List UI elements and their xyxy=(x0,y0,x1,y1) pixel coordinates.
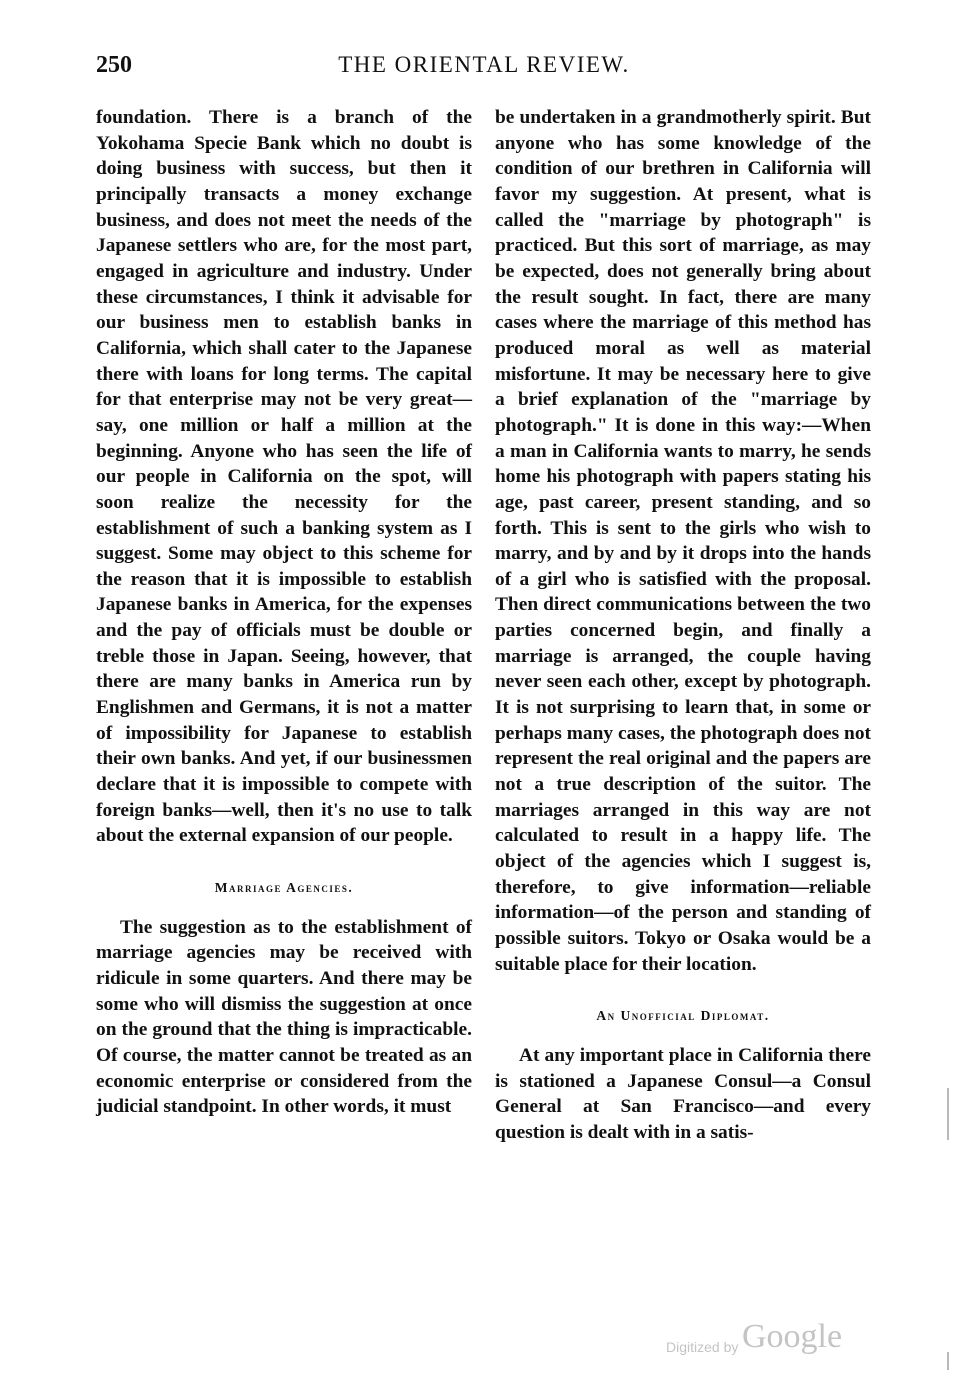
left-column xyxy=(96,105,472,1120)
unofficial-diplomat-paragraph: At any important place in California there is stationed a Japanese Consul—a Consul General at San Francisco—and every question is dealt with in a satis- xyxy=(495,1044,871,1143)
section-heading-marriage-agencies: Marriage Agencies. xyxy=(214,880,354,896)
right-column xyxy=(495,105,871,1146)
marriage-agencies-paragraph: The suggestion as to the establishment of marriage agencies may be received with ridicule in some quarters. And there may be some who will dismiss the suggestion at once on the ground that the thing is impracticable. Of course, the matter cannot be treated as an economic enterprise or considered from the judicial standpoint. In other words, it must xyxy=(96,916,472,1118)
running-title: THE ORIENTAL REVIEW. xyxy=(338,52,630,77)
right-paragraph-continued: be undertaken in a grandmotherly spirit. But anyone who has some knowledge of the condition of our brethren in California will favor my suggestion. At present, what is called the "marriage by photograph" is practiced. But this sort of marriage, as may be expected, does not generally bring about the result sought. In fact, there are many cases where the marriage of this method has produced moral as well as material misfortune. It may be necessary here to give a brief explanation of the "marriage by photograph." It is done in this way:—When a man in California wants to marry, he sends home his photograph with papers stating his age, past career, present standing, and so forth. This is sent to the girls who wish to marry, and by and by it drops into the hands of a girl who is satisfied with the proposal. Then direct communications between the two parties concerned begin, and finally a marriage is arranged, the couple having never seen each other, except by photograph. It is not surprising to learn that, in some or perhaps many cases, the photograph does not represent the real original and the papers are not a true description of the suitor. The marriages arranged in this way are not calculated to result in a happy life. The object of the agencies which I suggest is, therefore, to give information—reliable information—of the person and standing of possible suitors. Tokyo or Osaka would be a suitable place for their location. xyxy=(495,107,871,975)
digitized-by-text: Digitized by xyxy=(666,1339,739,1355)
scan-margin-mark xyxy=(947,1088,949,1140)
left-paragraph-continued: foundation. There is a branch of the Yokohama Specie Bank which no doubt is doing business with success, but then it principally transacts a money exchange business, and does not meet the needs of the Japanese settlers who are, for the most part, engaged in agriculture and industry. Under these circumstances, I think it advisable for our business men to establish banks in California, which shall cater to the Japanese there with loans for long terms. The capital for that enterprise may not be very great—say, one million or half a million at the beginning. Anyone who has seen the life of our people in California on the spot, will soon realize the necessity for the establishment of such a banking system as I suggest. Some may object to this scheme for the reason that it is impossible to establish Japanese banks in America, for the expenses and the pay of officials must be double or treble those in Japan. Seeing, however, that there are many banks in America run by Englishmen and Germans, it is not a matter of impossibility for Japanese to establish their own banks. And yet, if our businessmen declare that it is impossible to compete with foreign banks—well, then it's no use to talk about the external expansion of our people. xyxy=(96,107,472,847)
section-heading-unofficial-diplomat: An Unofficial Diplomat. xyxy=(596,1008,770,1024)
page-number: 250 xyxy=(96,52,132,78)
page-header xyxy=(96,52,872,92)
google-logo: Google xyxy=(742,1318,843,1355)
digitized-watermark xyxy=(666,1318,866,1362)
scan-margin-mark xyxy=(947,1352,949,1370)
